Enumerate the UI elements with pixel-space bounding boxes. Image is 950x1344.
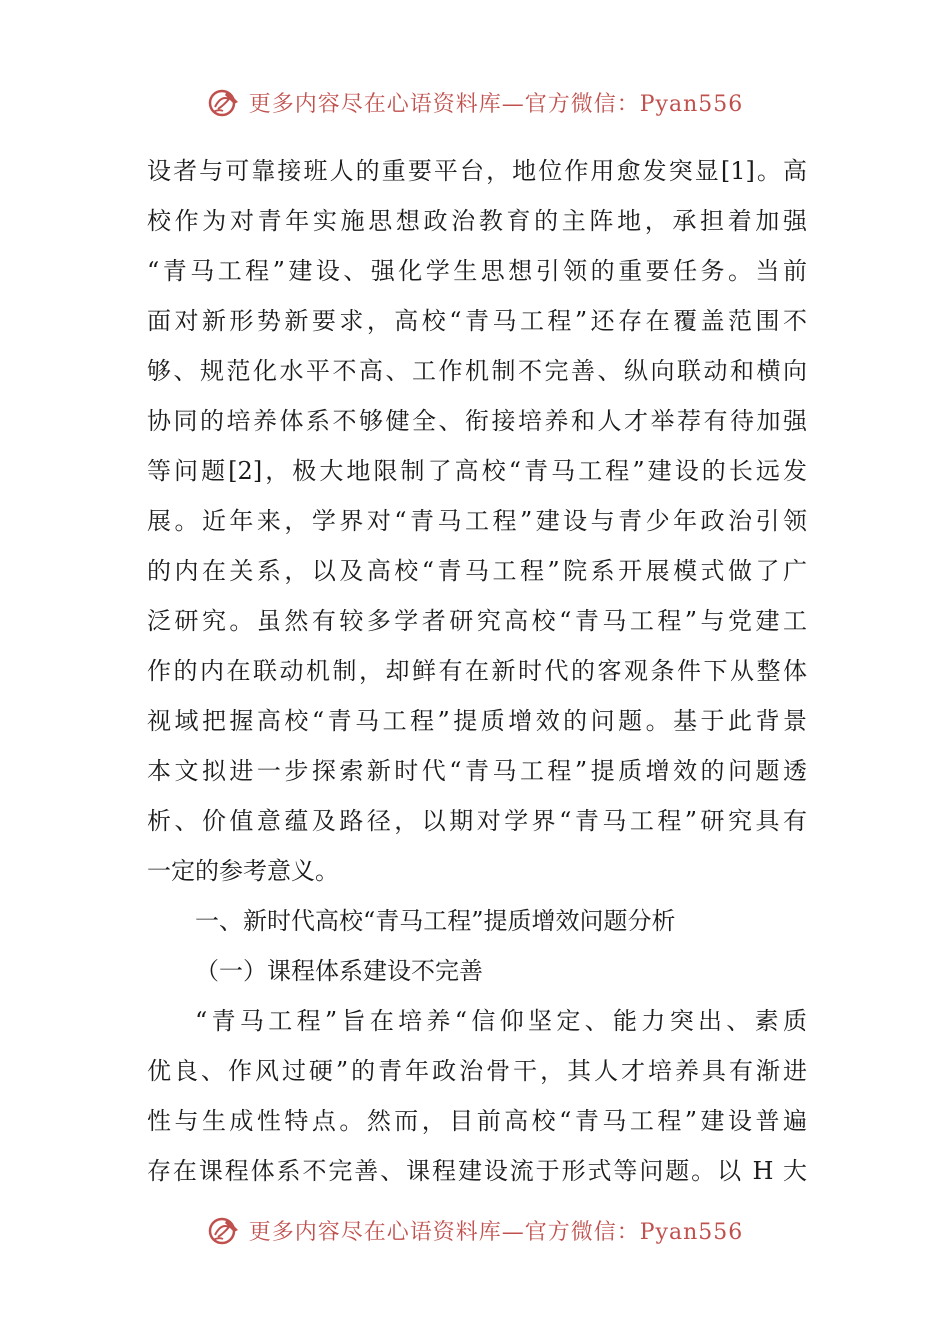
- paragraph-line: 泛研究。虽然有较多学者研究高校“青马工程”与党建工: [147, 607, 807, 635]
- paragraph-line: 的内在关系，以及高校“青马工程”院系开展模式做了广: [147, 557, 807, 585]
- paragraph-line: 协同的培养体系不够健全、衔接培养和人才举荐有待加强: [147, 407, 807, 435]
- footer-watermark: [0, 1210, 950, 1250]
- paragraph-line: 面对新形势新要求，高校“青马工程”还存在覆盖范围不: [147, 307, 807, 335]
- header-watermark-text: 更多内容尽在心语资料库—官方微信：Pyan556: [248, 91, 744, 117]
- pen-signature-icon: [207, 85, 241, 119]
- footer-watermark-text: 更多内容尽在心语资料库—官方微信：Pyan556: [248, 1219, 744, 1245]
- paragraph-line: 作的内在联动机制，却鲜有在新时代的客观条件下从整体: [147, 657, 807, 685]
- paragraph-line: 存在课程体系不完善、课程建设流于形式等问题。以 H 大: [147, 1157, 807, 1185]
- paragraph-line: 等问题[2]，极大地限制了高校“青马工程”建设的长远发: [147, 457, 807, 485]
- section-heading: 一、新时代高校“青马工程”提质增效问题分析: [195, 907, 676, 935]
- paragraph-line: 本文拟进一步探索新时代“青马工程”提质增效的问题透: [147, 757, 807, 785]
- subsection-heading: （一）课程体系建设不完善: [195, 957, 483, 985]
- document-body: [147, 146, 807, 1196]
- paragraph-line: 设者与可靠接班人的重要平台，地位作用愈发突显[1]。高: [147, 157, 807, 185]
- header-watermark: [0, 82, 950, 122]
- paragraph-line: 展。近年来，学界对“青马工程”建设与青少年政治引领: [147, 507, 807, 535]
- paragraph-line: “青马工程”旨在培养“信仰坚定、能力突出、素质: [195, 1007, 807, 1035]
- paragraph-line: 性与生成性特点。然而，目前高校“青马工程”建设普遍: [147, 1107, 807, 1135]
- paragraph-line: 视域把握高校“青马工程”提质增效的问题。基于此背景: [147, 707, 807, 735]
- paragraph-line: “青马工程”建设、强化学生思想引领的重要任务。当前: [147, 257, 807, 285]
- paragraph-line: 一定的参考意义。: [147, 857, 339, 885]
- pen-signature-icon: [207, 1213, 241, 1247]
- paragraph-line: 优良、作风过硬”的青年政治骨干，其人才培养具有渐进: [147, 1057, 807, 1085]
- paragraph-line: 校作为对青年实施思想政治教育的主阵地，承担着加强: [147, 207, 807, 235]
- paragraph-line: 够、规范化水平不高、工作机制不完善、纵向联动和横向: [147, 357, 807, 385]
- paragraph-line: 析、价值意蕴及路径，以期对学界“青马工程”研究具有: [147, 807, 807, 835]
